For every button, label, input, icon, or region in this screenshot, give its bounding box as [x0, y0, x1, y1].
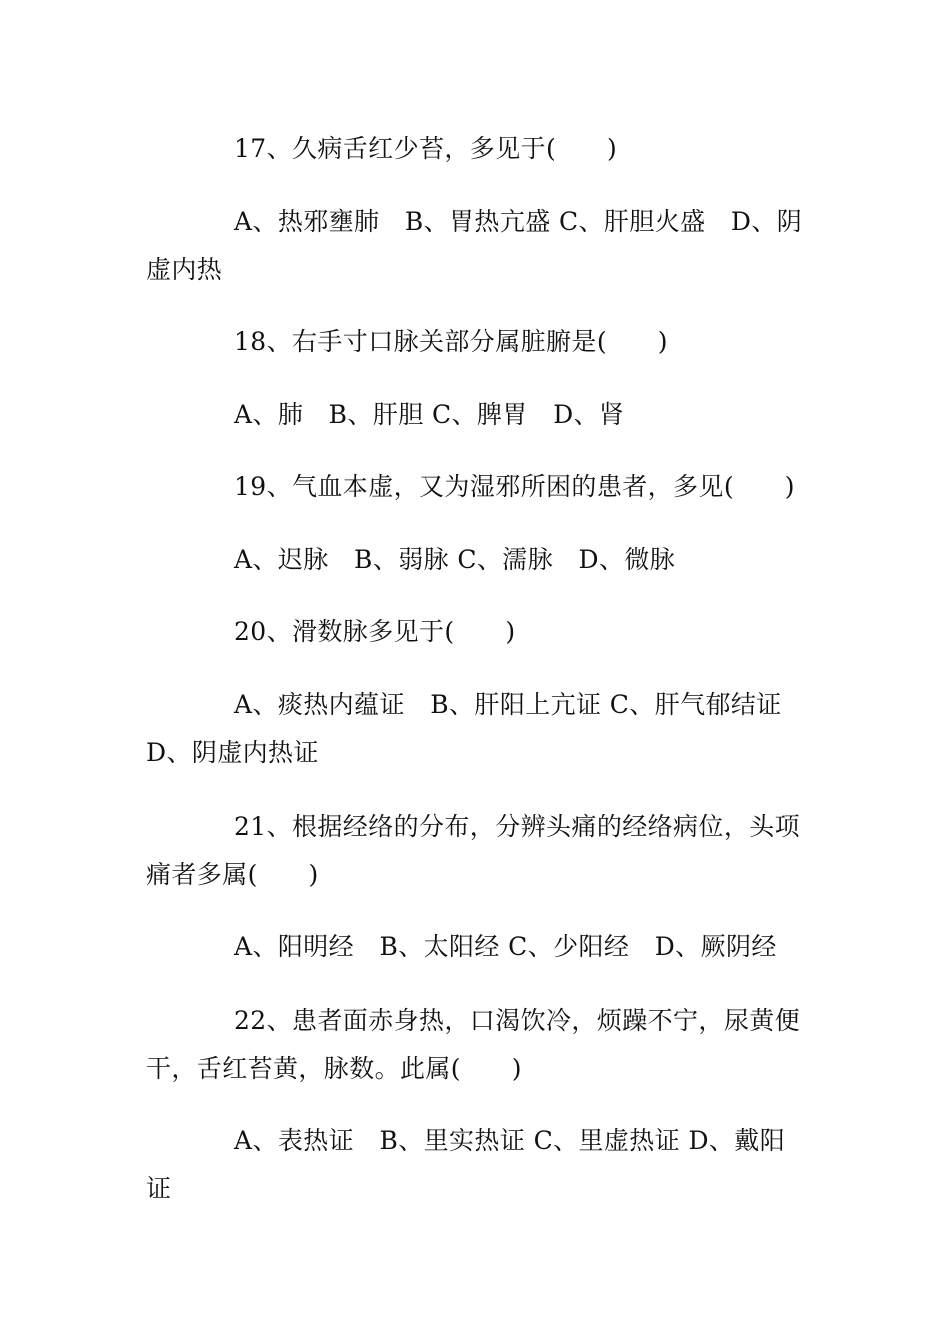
question-21: 21、根据经络的分布，分辨头痛的经络病位，头项痛者多属( ) [146, 812, 801, 889]
question-20: 20、滑数脉多见于( ) [234, 617, 516, 646]
question-17: 17、久病舌红少苔，多见于( ) [234, 134, 618, 163]
options-18: A、肺 B、肝胆 C、脾胃 D、肾 [234, 400, 625, 429]
options-22: A、表热证 B、里实热证 C、里虚热证 D、戴阳证 [146, 1126, 786, 1203]
options-19: A、迟脉 B、弱脉 C、濡脉 D、微脉 [234, 545, 676, 574]
options-21: A、阳明经 B、太阳经 C、少阳经 D、厥阴经 [234, 932, 777, 961]
question-19: 19、气血本虚，又为湿邪所困的患者，多见( ) [234, 472, 795, 501]
question-22: 22、患者面赤身热，口渴饮冷，烦躁不宁，尿黄便干，舌红苔黄，脉数。此属( ) [146, 1006, 801, 1083]
options-17: A、热邪壅肺 B、胃热亢盛 C、肝胆火盛 D、阴虚内热 [146, 207, 803, 284]
options-20: A、痰热内蕴证 B、肝阳上亢证 C、肝气郁结证 D、阴虚内热证 [146, 690, 808, 767]
question-18: 18、右手寸口脉关部分属脏腑是( ) [234, 327, 668, 356]
